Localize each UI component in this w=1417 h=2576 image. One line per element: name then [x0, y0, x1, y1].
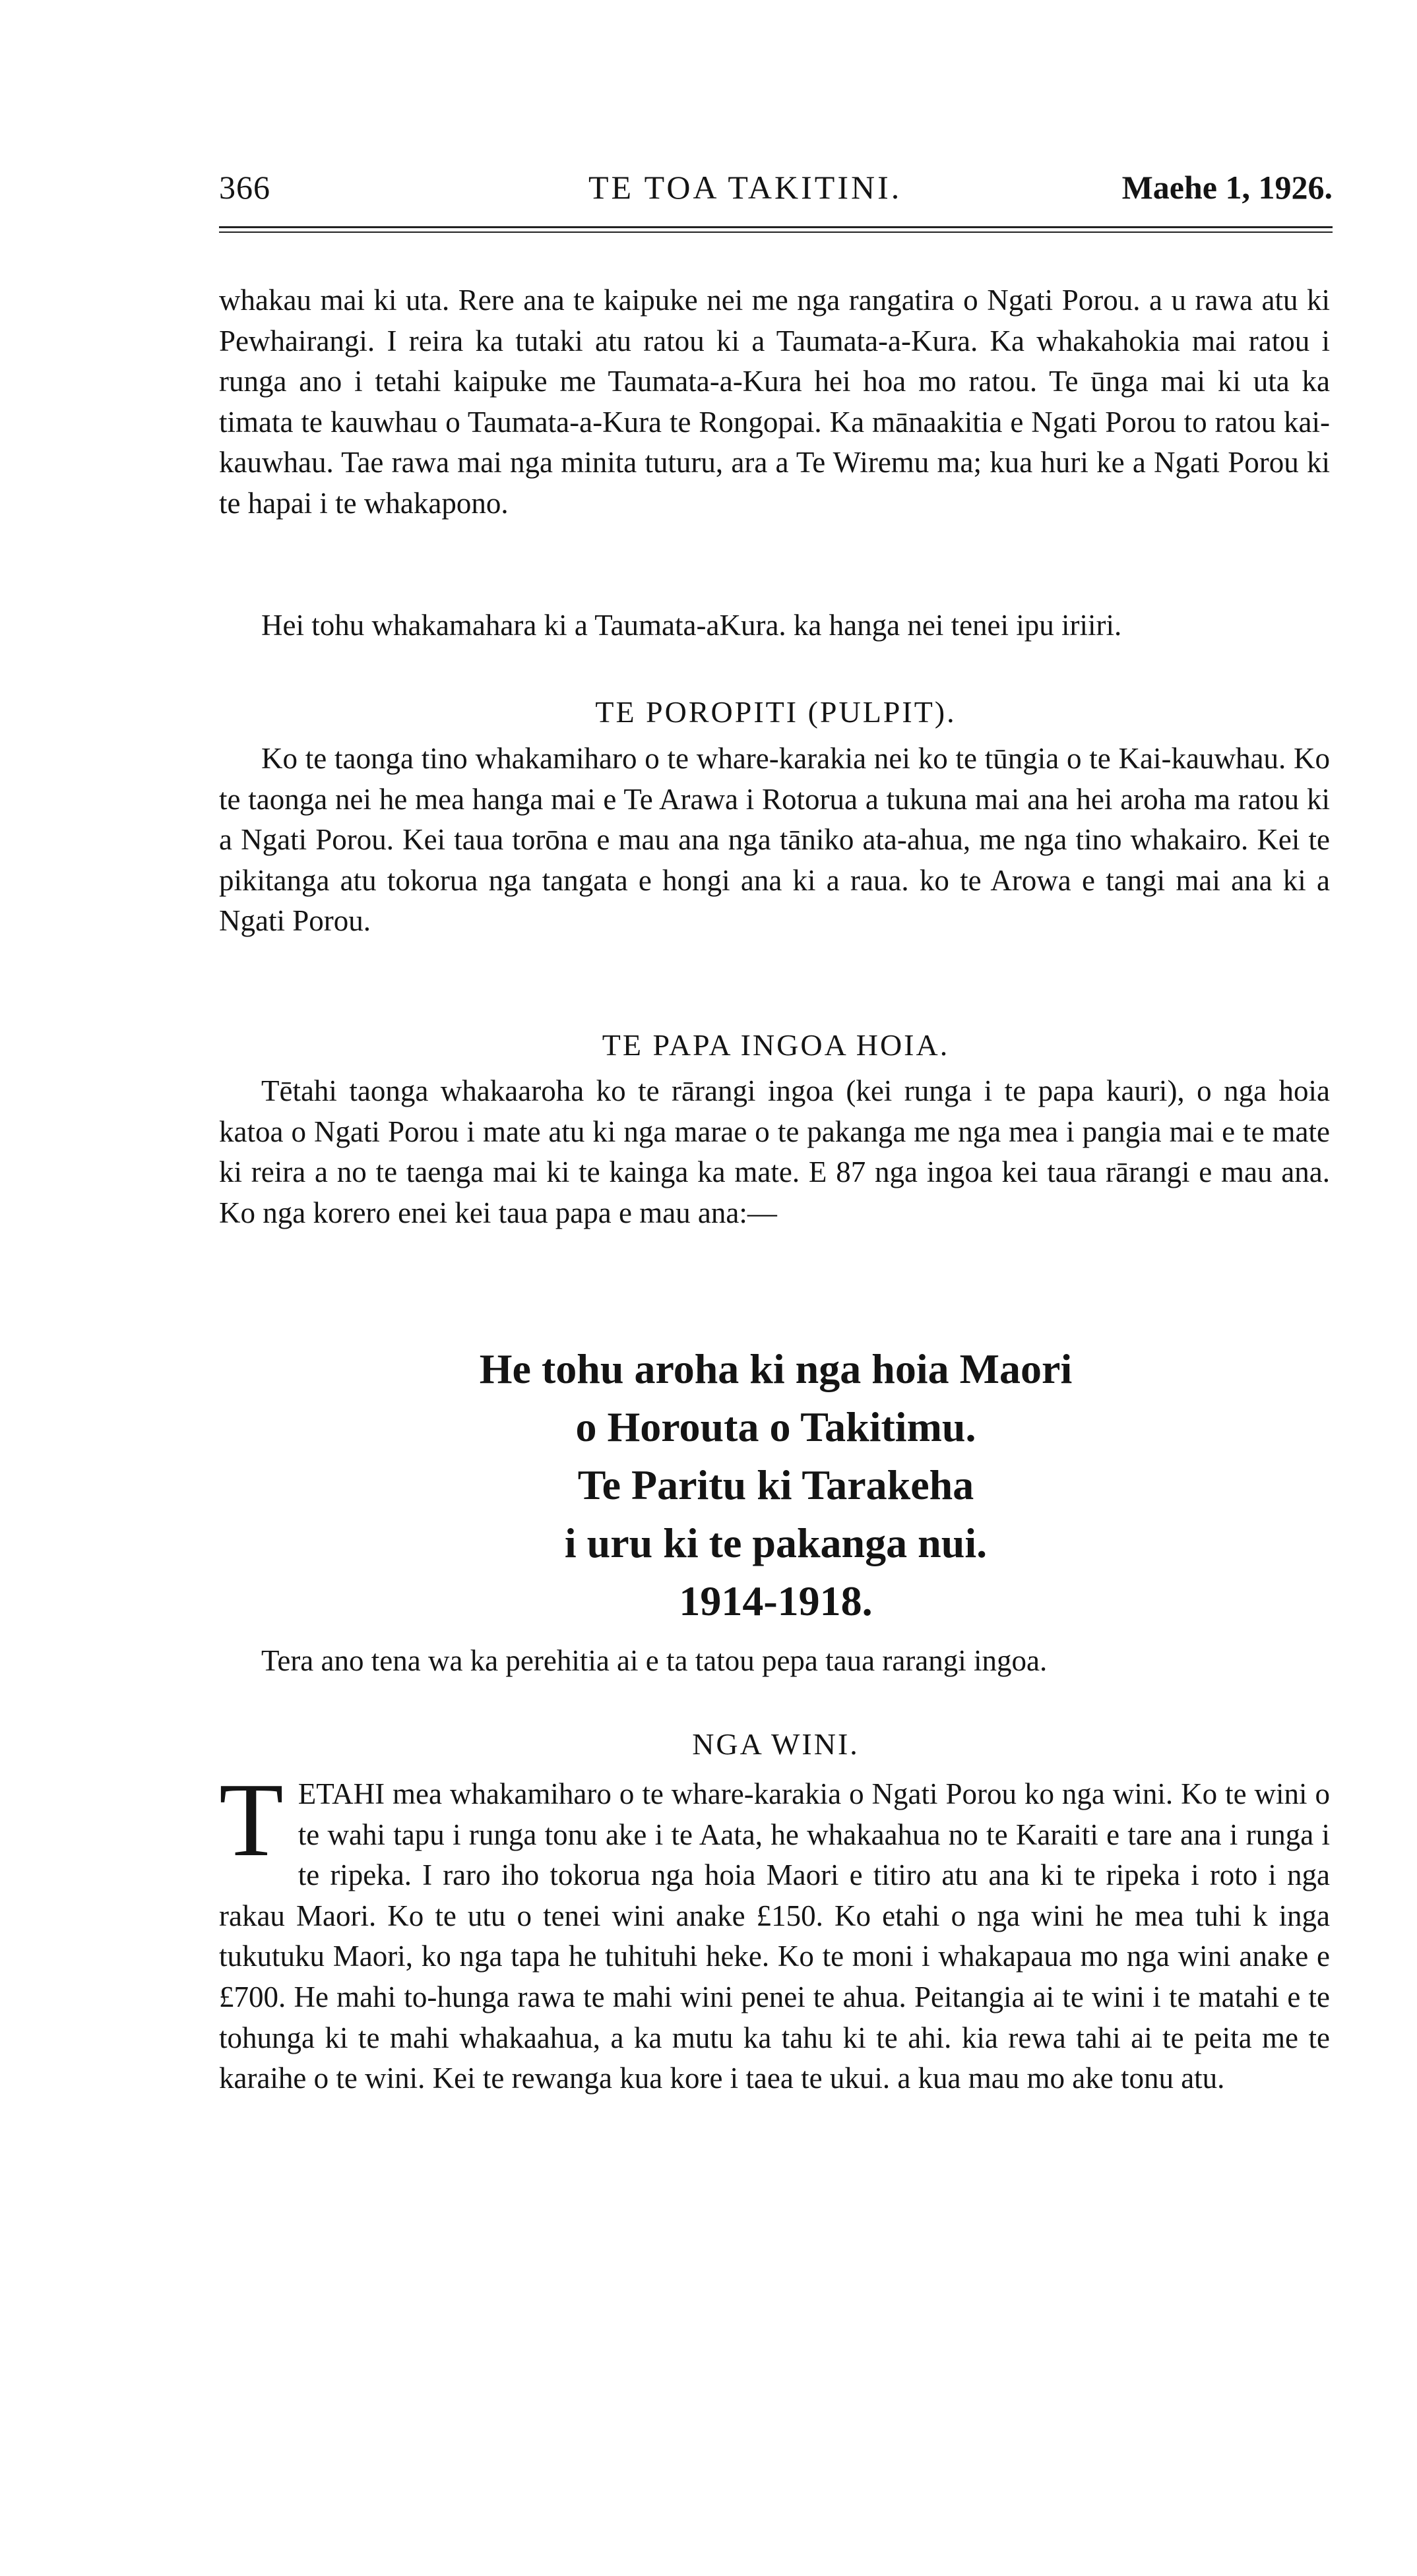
heading-pulpit: TE POROPITI (PULPIT).	[595, 695, 957, 729]
paragraph-font-memorial: Hei tohu whakamahara ki a Taumata-aKura. ka hanga nei tenei ipu iriiri.	[261, 609, 1122, 642]
paragraph-roll-of-honour: Tētahi taonga whakaaroha ko te rārangi ingoa (kei runga i te papa kauri), o nga hoia katoa o Ngati Porou i mate atu ki nga marae o te pakanga me nga mea i pangia mai e te mate ki reira a no te taenga mai ki te kainga ka mate. E 87 nga ingoa kei taua rārangi e mau ana. Ko nga korero enei kei taua papa e mau ana:—	[219, 1074, 1330, 1229]
heading-windows: NGA WINI.	[692, 1727, 860, 1761]
heading-roll-of-honour: TE PAPA INGOA HOIA.	[602, 1028, 950, 1062]
memorial-inscription	[219, 1340, 1333, 1630]
memorial-line-1: He tohu aroha ki nga hoia Maori	[479, 1345, 1073, 1392]
paragraph-pulpit: Ko te taonga tino whakamiharo o te whare-karakia nei ko te tūngia o te Kai-kauwhau. Ko te taonga nei he mea hanga mai e Te Arawa i Rotorua a tukuna mai ana hei aroha ma ratou ki a Ngati Porou. Kei taua torōna e mau ana nga tāniko ata-ahua, me nga tino whakairo. Kei te pikitanga atu tokorua nga tangata e hongi ana ki a raua. ko te Arowa e tangi mai ana ki a Ngati Porou.	[219, 742, 1330, 938]
memorial-line-4: i uru ki te pakanga nui.	[564, 1519, 988, 1566]
memorial-years: 1914-1918.	[679, 1578, 873, 1624]
memorial-line-3: Te Paritu ki Tarakeha	[577, 1461, 974, 1508]
paragraph-conversion: whakau mai ki uta. Rere ana te kaipuke nei me nga rangatira o Ngati Porou. a u rawa atu ki Pewhairangi. I reira ka tutaki atu ratou ki a Taumata-a-Kura. Ka whakahokia mai ratou i runga ano i tetahi kaipuke me Taumata-a-Kura hei hoa mo ratou. Te ūnga mai ki uta ka timata te kauwhau o Taumata-a-Kura te Rongopai. Ka mānaakitia e Ngati Porou to ratou kai-kauwhau. Tae rawa mai nga minita tuturu, ara a Te Wiremu ma; kua huri ke a Ngati Porou ki te hapai i te whakapono.	[219, 284, 1330, 520]
header-rule-top	[219, 226, 1333, 228]
paragraph-windows-text: ETAHI mea whakamiharo o te whare-karakia o Ngati Porou ko nga wini. Ko te wini o te wahi tapu i runga tonu ake i te Aata, he whakaahua no te Karaiti e tare ana i runga i te ripeka. I raro iho tokorua nga hoia Maori e titiro atu ana ki te ripeka i roto i nga rakau Maori. Ko te utu o tenei wini anake £150. Ko etahi o nga wini he mea tuhi k inga tukutuku Maori, ko nga tapa he tuhituhi heke. Ko te moni i whakapaua mo nga wini anake e £700. He mahi to-hunga rawa te mahi wini penei te ahua. Peitangia ai te wini i te matahi e te tohunga ki te mahi whakaahua, a ka mutu ka tahu ki te ahi. kia rewa tahi ai te peita me te karaihe o te wini. Kei te rewanga kua kore i taea te ukui. a kua mau mo ake tonu atu.	[219, 1777, 1330, 2095]
drop-cap: T	[219, 1761, 284, 1878]
page-header	[219, 168, 1333, 221]
page-number: 366	[219, 169, 270, 206]
issue-date: Maehe 1, 1926.	[1121, 169, 1333, 206]
header-rule-bottom	[219, 231, 1333, 233]
journal-title: TE TOA TAKITINI.	[588, 169, 902, 206]
memorial-line-2: o Horouta o Takitimu.	[575, 1403, 976, 1450]
paragraph-names-note: Tera ano tena wa ka perehitia ai e ta tatou pepa taua rarangi ingoa.	[261, 1644, 1048, 1677]
paragraph-windows	[219, 1761, 1330, 2099]
